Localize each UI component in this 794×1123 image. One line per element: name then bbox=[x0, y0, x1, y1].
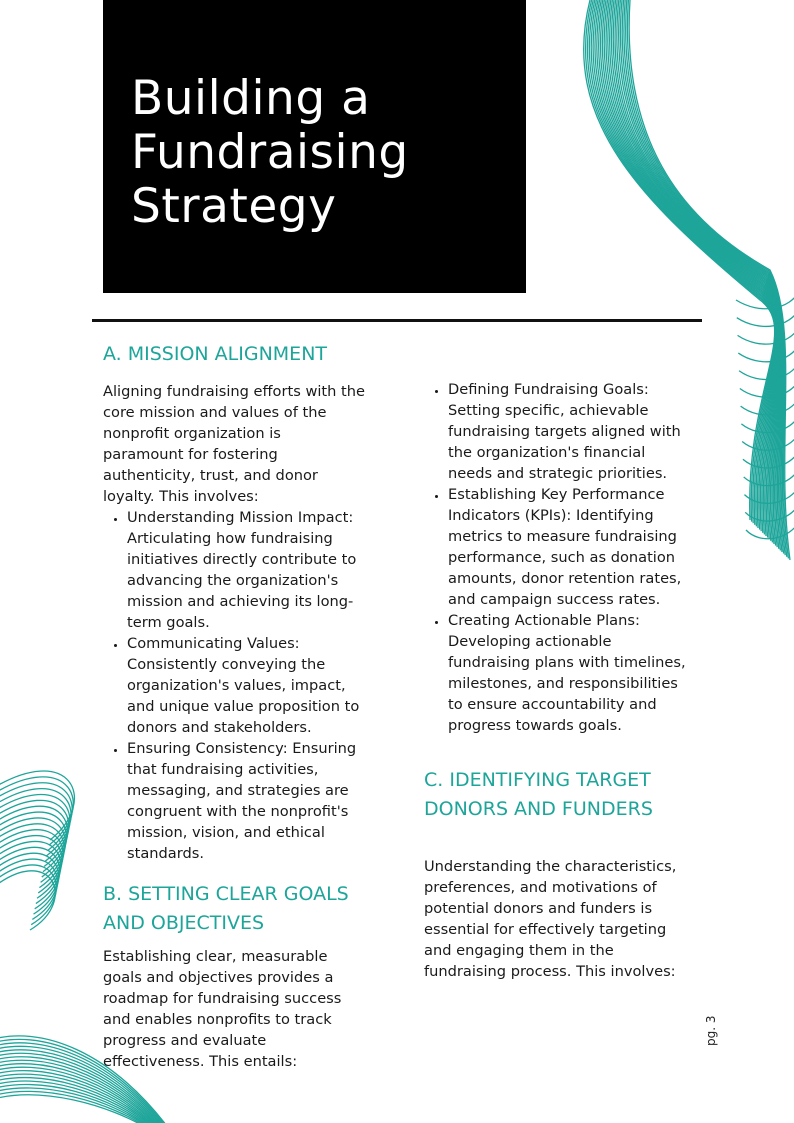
right-column bbox=[424, 379, 686, 982]
title-block bbox=[103, 0, 526, 293]
section-c-intro: Understanding the characteristics, preferences, and motivations of potential donors and funders is essential for effectively targeting and engaging them in the fundraising process. This involves: bbox=[424, 858, 677, 980]
section-a-heading: A. MISSION ALIGNMENT bbox=[103, 343, 328, 365]
title-line-1: Building a bbox=[131, 71, 371, 126]
section-b-bullet: • Creating Actionable Plans: Developing actionable fundraising plans with timelines, milestones, and responsibilities to ensure accountability and progress towards goals. bbox=[448, 610, 686, 736]
wave-line bbox=[0, 865, 56, 925]
section-b-bullet: • Defining Fundraising Goals: Setting specific, achievable fundraising targets aligned with the organization's financial needs and strategic priorities. bbox=[448, 379, 686, 484]
section-b-intro: Establishing clear, measurable goals and objectives provides a roadmap for fundraising success and enables nonprofits to track progress and evaluate effectiveness. This entails: bbox=[103, 948, 342, 1070]
wave-line bbox=[0, 871, 55, 930]
section-b-bullet: • Establishing Key Performance Indicators (KPIs): Identifying metrics to measure fundraising performance, such as donation amounts, donor retention rates, and campaign success rates. bbox=[448, 484, 686, 610]
wave-left-mid bbox=[0, 771, 74, 930]
section-b-heading: B. SETTING CLEAR GOALS AND OBJECTIVES bbox=[103, 883, 349, 934]
section-a-bullet: • Communicating Values: Consistently conveying the organization's values, impact, and unique value proposition to donors and stakeholders. bbox=[127, 633, 365, 738]
section-a-list bbox=[103, 507, 365, 864]
left-column bbox=[103, 340, 365, 1072]
page-number: pg. 3 bbox=[704, 1015, 718, 1046]
wave-line bbox=[737, 308, 794, 327]
section-a-bullet: • Understanding Mission Impact: Articulating how fundraising initiatives directly contribute to advancing the organization's mission and achieving its long-term goals. bbox=[127, 507, 365, 633]
section-b-list bbox=[424, 379, 686, 736]
section-a-intro: Aligning fundraising efforts with the core mission and values of the nonprofit organization is paramount for fostering authenticity, trust, and donor loyalty. This involves: bbox=[103, 383, 365, 505]
title-line-2: Fundraising bbox=[131, 125, 409, 180]
wave-line bbox=[738, 325, 794, 344]
title-line-3: Strategy bbox=[131, 179, 337, 234]
section-a-bullet: • Ensuring Consistency: Ensuring that fundraising activities, messaging, and strategies are congruent with the nonprofit's mission, vision, and ethical standards. bbox=[127, 738, 365, 864]
section-c-heading: C. IDENTIFYING TARGET DONORS AND FUNDERS bbox=[424, 769, 653, 820]
horizontal-divider bbox=[92, 319, 702, 322]
